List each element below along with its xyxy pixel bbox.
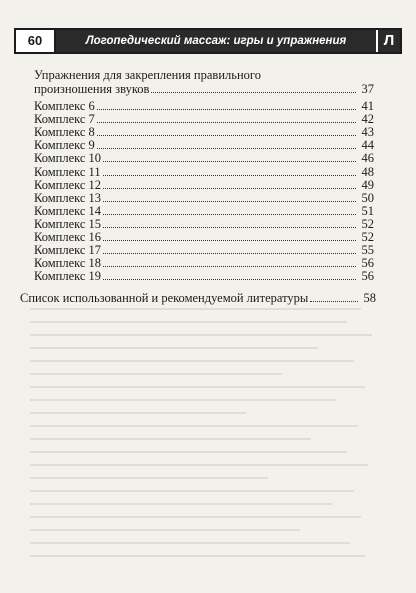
toc-page-number: 50 — [361, 190, 374, 205]
leader-dots — [103, 227, 356, 228]
toc-page-number: 49 — [361, 177, 374, 192]
show-through-text — [30, 308, 390, 588]
page-number: 60 — [16, 30, 56, 52]
section-heading-page: 37 — [361, 82, 374, 96]
leader-dots — [103, 240, 356, 241]
toc-row — [34, 112, 374, 126]
chapter-badge: Л — [376, 30, 400, 52]
toc-label: Комплекс 6 — [34, 99, 95, 113]
toc-row — [34, 256, 374, 270]
leader-dots — [97, 109, 356, 110]
toc-label: Комплекс 11 — [34, 164, 101, 179]
toc-label: Комплекс 13 — [34, 190, 102, 205]
leader-dots — [103, 253, 356, 254]
toc-row — [34, 151, 374, 165]
leader-dots — [103, 188, 356, 189]
toc-page-number: 55 — [361, 243, 374, 258]
leader-dots — [103, 214, 356, 215]
toc-row — [34, 125, 374, 139]
toc-row — [34, 191, 374, 205]
section-heading-line2: произношения звуков — [34, 82, 150, 96]
toc-label: Комплекс 19 — [34, 269, 102, 284]
toc-row — [34, 230, 374, 244]
toc-label: Комплекс 18 — [34, 256, 102, 271]
toc-row — [34, 138, 374, 152]
toc-label: Комплекс 10 — [34, 151, 102, 166]
toc-row — [34, 178, 374, 192]
toc-label: Комплекс 12 — [34, 177, 102, 192]
running-title: Логопедический массаж: игры и упражнения — [56, 30, 376, 52]
toc-label: Комплекс 8 — [34, 125, 95, 140]
toc-row — [34, 217, 374, 231]
toc-page-number: 44 — [361, 138, 374, 153]
toc-row — [34, 269, 374, 283]
toc-label: Комплекс 7 — [34, 112, 95, 127]
leader-dots — [103, 201, 356, 202]
references-page: 58 — [363, 291, 376, 305]
toc-page-number: 52 — [361, 216, 374, 231]
leader-dots — [310, 301, 358, 302]
toc-row — [34, 99, 374, 113]
leader-dots — [151, 92, 356, 93]
toc-page-number: 56 — [361, 256, 374, 271]
toc-page-number: 48 — [361, 164, 374, 179]
leader-dots — [103, 266, 356, 267]
references-row — [20, 291, 376, 305]
toc-page-number: 46 — [361, 151, 374, 166]
running-header — [14, 28, 402, 54]
toc-row — [34, 243, 374, 257]
toc-label: Комплекс 16 — [34, 230, 102, 244]
leader-dots — [97, 135, 356, 136]
references-label: Список использованной и рекомендуемой литературы — [20, 291, 309, 305]
leader-dots — [97, 122, 356, 123]
leader-dots — [97, 148, 356, 149]
toc-row — [34, 204, 374, 218]
leader-dots — [103, 175, 356, 176]
section-heading-row — [34, 82, 374, 96]
leader-dots — [103, 161, 356, 162]
toc-page-number: 43 — [361, 125, 374, 140]
toc-label: Комплекс 9 — [34, 138, 95, 153]
toc-page-number: 52 — [361, 230, 374, 244]
toc-page-number: 56 — [361, 269, 374, 284]
toc-page-number: 42 — [361, 112, 374, 127]
leader-dots — [103, 279, 356, 280]
toc-page-number: 51 — [361, 203, 374, 218]
toc-row — [34, 165, 374, 179]
toc-label: Комплекс 17 — [34, 243, 102, 258]
section-heading-line1: Упражнения для закрепления правильного — [34, 68, 261, 82]
toc-label: Комплекс 14 — [34, 203, 102, 218]
toc-page-number: 41 — [361, 99, 374, 113]
toc-label: Комплекс 15 — [34, 216, 102, 231]
